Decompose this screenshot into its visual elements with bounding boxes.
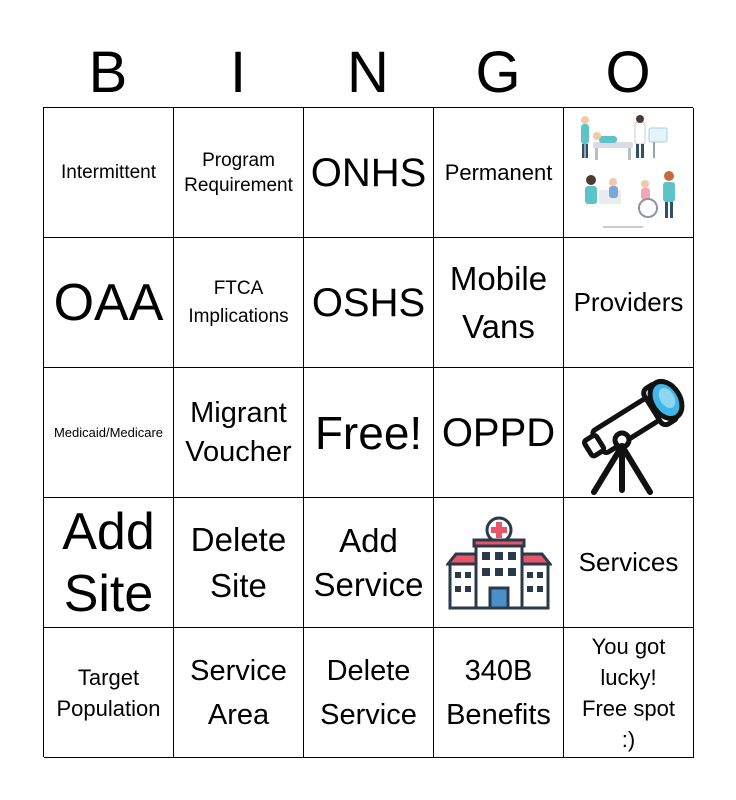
medical-staff-illustration-icon xyxy=(573,114,685,232)
header-letter-o: O xyxy=(605,40,651,105)
bingo-header xyxy=(43,40,693,106)
header-letter-g: G xyxy=(475,40,521,105)
cell-text: You got lucky! Free spot :) xyxy=(582,633,675,752)
cell-text: Services xyxy=(578,547,679,577)
bingo-cell[interactable] xyxy=(564,368,694,498)
bingo-cell[interactable] xyxy=(44,498,174,628)
bingo-cell[interactable] xyxy=(434,238,564,368)
cell-text: Service Area xyxy=(190,654,287,731)
hospital-icon xyxy=(446,516,552,610)
bingo-cell[interactable] xyxy=(434,368,564,498)
bingo-card-grid xyxy=(43,107,693,757)
cell-text: Program Requirement xyxy=(184,149,293,196)
header-letter-n: N xyxy=(347,40,389,105)
cell-text: ONHS xyxy=(310,150,427,195)
header-letter-b: B xyxy=(88,40,128,105)
cell-text: Permanent xyxy=(444,159,553,185)
cell-text: Providers xyxy=(573,287,684,317)
cell-text: Add Site xyxy=(62,502,155,623)
bingo-cell[interactable] xyxy=(174,108,304,238)
bingo-cell[interactable] xyxy=(564,108,694,238)
cell-text: Mobile Vans xyxy=(449,259,548,345)
cell-text: Add Service xyxy=(313,521,424,603)
cell-text: Free! xyxy=(314,406,423,459)
bingo-cell[interactable] xyxy=(44,628,174,758)
cell-text: FTCA Implications xyxy=(188,277,289,327)
cell-text: Target Population xyxy=(56,664,161,721)
telescope-icon xyxy=(570,370,688,496)
bingo-cell[interactable] xyxy=(174,238,304,368)
cell-text: Delete Site xyxy=(190,520,287,604)
bingo-cell[interactable] xyxy=(304,108,434,238)
bingo-cell[interactable] xyxy=(304,238,434,368)
bingo-cell[interactable] xyxy=(564,628,694,758)
cell-text: 340B Benefits xyxy=(446,654,551,731)
bingo-cell[interactable] xyxy=(434,108,564,238)
bingo-cell[interactable] xyxy=(304,628,434,758)
bingo-cell[interactable] xyxy=(304,368,434,498)
bingo-cell[interactable] xyxy=(564,498,694,628)
cell-text: Medicaid/Medicare xyxy=(53,424,164,440)
bingo-cell[interactable] xyxy=(304,498,434,628)
bingo-cell[interactable] xyxy=(434,498,564,628)
bingo-cell[interactable] xyxy=(44,238,174,368)
bingo-cell[interactable] xyxy=(174,368,304,498)
bingo-cell[interactable] xyxy=(174,628,304,758)
cell-text: OAA xyxy=(53,273,164,332)
bingo-cell[interactable] xyxy=(434,628,564,758)
header-letter-i: I xyxy=(229,40,247,105)
cell-text: Intermittent xyxy=(60,161,157,183)
cell-text: OSHS xyxy=(311,280,426,325)
cell-text: Delete Service xyxy=(320,654,417,731)
cell-text: Migrant Voucher xyxy=(185,396,292,468)
bingo-cell[interactable] xyxy=(44,368,174,498)
bingo-cell[interactable] xyxy=(174,498,304,628)
bingo-cell[interactable] xyxy=(44,108,174,238)
bingo-cell[interactable] xyxy=(564,238,694,368)
cell-text: OPPD xyxy=(441,410,556,455)
